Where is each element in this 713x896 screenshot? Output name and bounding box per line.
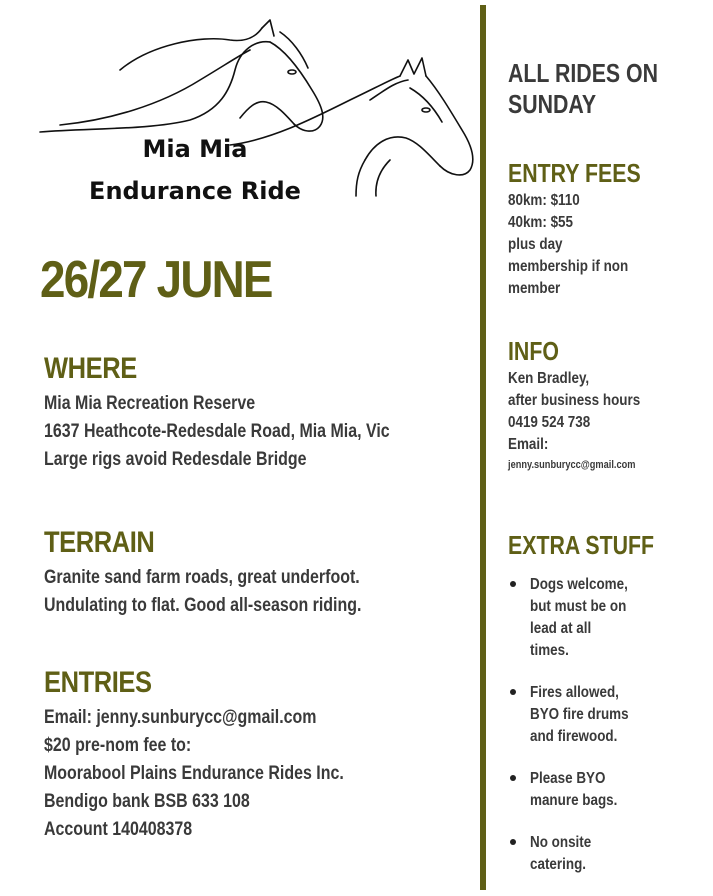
fee-line: 40km: $55 [508,214,574,231]
extra-stuff-heading: EXTRA STUFF [508,530,655,560]
extra-item-text: No onsite catering. [530,834,592,873]
list-item [508,768,708,812]
entries-line: Email: jenny.sunburycc@gmail.com [44,707,317,728]
extra-stuff-section [508,530,708,896]
entries-line: Moorabool Plains Endurance Rides Inc. [44,763,344,784]
entries-heading: ENTRIES [44,666,152,699]
where-line: 1637 Heathcote-Redesdale Road, Mia Mia, Vic [44,421,390,442]
info-line: after business hours [508,392,641,409]
all-rides-line1: ALL RIDES ON [508,58,659,88]
where-line: Mia Mia Recreation Reserve [44,393,256,414]
info-line: Ken Bradley, [508,370,590,387]
event-title-line1: Mia Mia [142,135,248,163]
terrain-section [44,526,422,620]
fee-line: plus day [508,236,563,253]
info-heading: INFO [508,336,559,366]
bullet-icon [510,581,516,587]
bullet-icon [510,839,516,845]
where-section [44,352,455,474]
info-line: Email: [508,436,549,453]
fee-line: membership if non [508,258,629,275]
extra-item-text: Dogs welcome, but must be on lead at all times. [530,576,628,659]
extra-item-text: Please BYO manure bags. [530,770,618,809]
info-line: 0419 524 738 [508,414,591,431]
info-section [508,336,708,474]
bullet-icon [510,775,516,781]
where-heading: WHERE [44,352,137,385]
terrain-line: Undulating to flat. Good all-season riding. [44,595,362,616]
entries-line: Account 140408378 [44,819,193,840]
entries-line: Bendigo bank BSB 633 108 [44,791,250,812]
fee-line: member [508,280,561,297]
all-rides-line2: SUNDAY [508,89,597,119]
entry-fees-section [508,158,708,300]
entry-fees-heading: ENTRY FEES [508,158,641,188]
all-rides-notice [508,58,708,120]
extra-item-text: Fires allowed, BYO fire drums and firewood. [530,684,629,745]
horse-heads-line-art-icon [30,10,480,200]
fee-line: 80km: $110 [508,192,580,209]
terrain-heading: TERRAIN [44,526,155,559]
vertical-divider [480,5,486,890]
entries-line: $20 pre-nom fee to: [44,735,192,756]
entries-section [44,666,401,844]
event-title-line2: Endurance Ride [89,177,301,205]
where-line: Large rigs avoid Redesdale Bridge [44,449,307,470]
list-item [508,832,708,876]
list-item [508,682,708,748]
info-email: jenny.sunburycc@gmail.com [508,459,636,471]
event-date: 26/27 JUNE [40,251,272,309]
bullet-icon [510,689,516,695]
list-item [508,574,708,662]
terrain-line: Granite sand farm roads, great underfoot. [44,567,360,588]
